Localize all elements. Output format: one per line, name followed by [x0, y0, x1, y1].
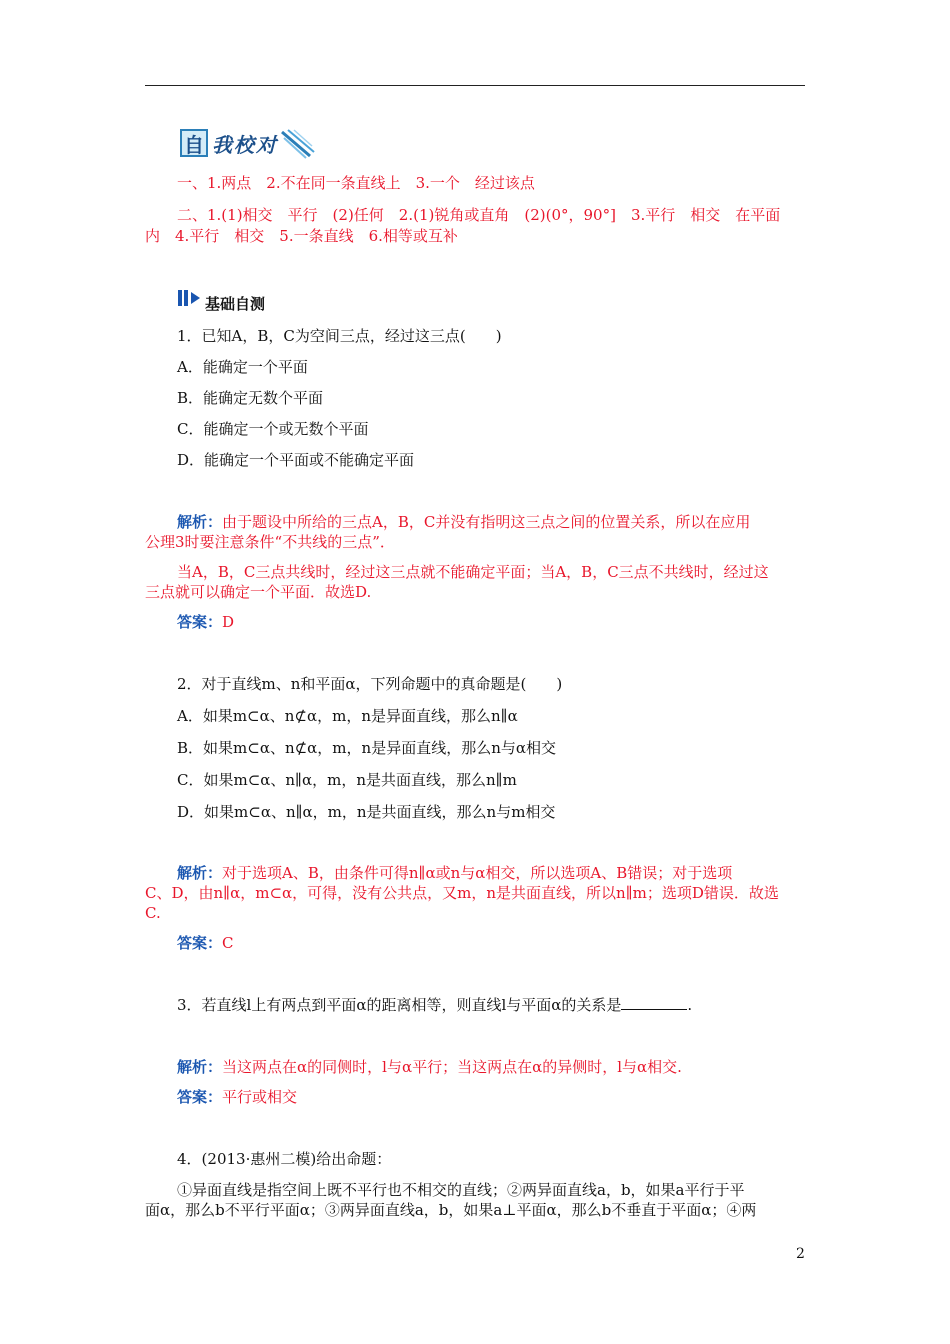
self-check-banner [180, 126, 316, 160]
q1-option-d: D．能确定一个平面或不能确定平面 [177, 451, 415, 469]
banner-title: 我校对 [212, 132, 278, 157]
q2-analysis-line3: C. [145, 904, 161, 922]
q2-option-a: A．如果m⊂α、n⊄α，m，n是异面直线，那么n∥α [177, 707, 518, 725]
answers-part2-line1: 二、1.(1)相交 平行 (2)任何 2.(1)锐角或直角 (2)(0°，90°] 3.平行 相交 在平面 [177, 206, 781, 224]
answer-label: 答案： [177, 613, 223, 631]
analysis-label: 解析： [177, 1058, 223, 1076]
q1-option-b: B．能确定无数个平面 [177, 389, 324, 407]
analysis-label: 解析： [177, 513, 223, 531]
q3-answer [177, 1087, 297, 1107]
q4-body-line1: ①异面直线是指空间上既不平行也不相交的直线；②两异面直线a，b，如果a平行于平 [177, 1181, 745, 1199]
q4-stem: 4．(2013·惠州二模)给出命题： [177, 1150, 392, 1168]
q1-analysis-line4: 三点就可以确定一个平面．故选D. [145, 583, 372, 601]
q2-analysis-line2: C、D，由n∥α，m⊂α，可得，没有公共点，又m，n是共面直线，所以n∥m；选项D错误．故选 [145, 884, 779, 902]
header-rule [145, 85, 805, 86]
q3-answer-value: 平行或相交 [222, 1088, 298, 1106]
answer-blank [621, 995, 687, 1010]
brush-stroke-icon [280, 126, 316, 160]
page-number: 2 [796, 1246, 805, 1262]
q1-analysis-line2: 公理3时要注意条件“不共线的三点”． [145, 533, 395, 551]
answer-label: 答案： [177, 934, 223, 952]
q1-answer-value: D [222, 613, 235, 631]
q1-option-a: A．能确定一个平面 [177, 358, 308, 376]
answers-part1: 一、1.两点 2.不在同一条直线上 3.一个 经过该点 [177, 174, 535, 192]
q2-answer-value: C [222, 934, 234, 952]
q2-analysis-text1: 对于选项A、B，由条件可得n∥α或n与α相交，所以选项A、B错误；对于选项 [222, 864, 733, 882]
q3-stem [177, 995, 692, 1015]
section-bars-icon [178, 290, 204, 306]
q2-option-b: B．如果m⊂α、n⊄α，m，n是异面直线，那么n与α相交 [177, 739, 556, 757]
q3-analysis-text1: 当这两点在α的同侧时，l与α平行；当这两点在α的异侧时，l与α相交. [222, 1058, 682, 1076]
q2-option-d: D．如果m⊂α、n∥α，m，n是共面直线，那么n与m相交 [177, 803, 556, 821]
q1-answer [177, 612, 234, 632]
q3-analysis-line1 [177, 1057, 682, 1077]
q1-option-c: C．能确定一个或无数个平面 [177, 420, 369, 438]
q1-analysis-line3: 当A，B，C三点共线时，经过这三点就不能确定平面；当A，B，C三点不共线时，经过这 [177, 563, 769, 581]
q3-stem-end: . [687, 996, 693, 1014]
section-title: 基础自测 [205, 295, 266, 313]
q1-analysis-text1: 由于题设中所给的三点A，B，C并没有指明这三点之间的位置关系，所以在应用 [222, 513, 751, 531]
q1-analysis-line1 [177, 512, 750, 532]
banner-box: 自 [180, 129, 208, 157]
q1-stem: 1．已知A，B，C为空间三点，经过这三点( ) [177, 327, 502, 345]
q2-analysis-line1 [177, 863, 732, 883]
q4-body-line2: 面α，那么b不平行平面α；③两异面直线a，b，如果a⊥平面α，那么b不垂直于平面α；④两 [145, 1201, 757, 1219]
answers-part2-line2: 内 4.平行 相交 5.一条直线 6.相等或互补 [145, 227, 458, 245]
q2-stem: 2．对于直线m、n和平面α，下列命题中的真命题是( ) [177, 675, 563, 693]
answer-label: 答案： [177, 1088, 223, 1106]
q2-answer [177, 933, 234, 953]
q3-stem-text: 3．若直线l上有两点到平面α的距离相等，则直线l与平面α的关系是 [177, 996, 622, 1014]
q2-option-c: C．如果m⊂α、n∥α，m，n是共面直线，那么n∥m [177, 771, 517, 789]
analysis-label: 解析： [177, 864, 223, 882]
